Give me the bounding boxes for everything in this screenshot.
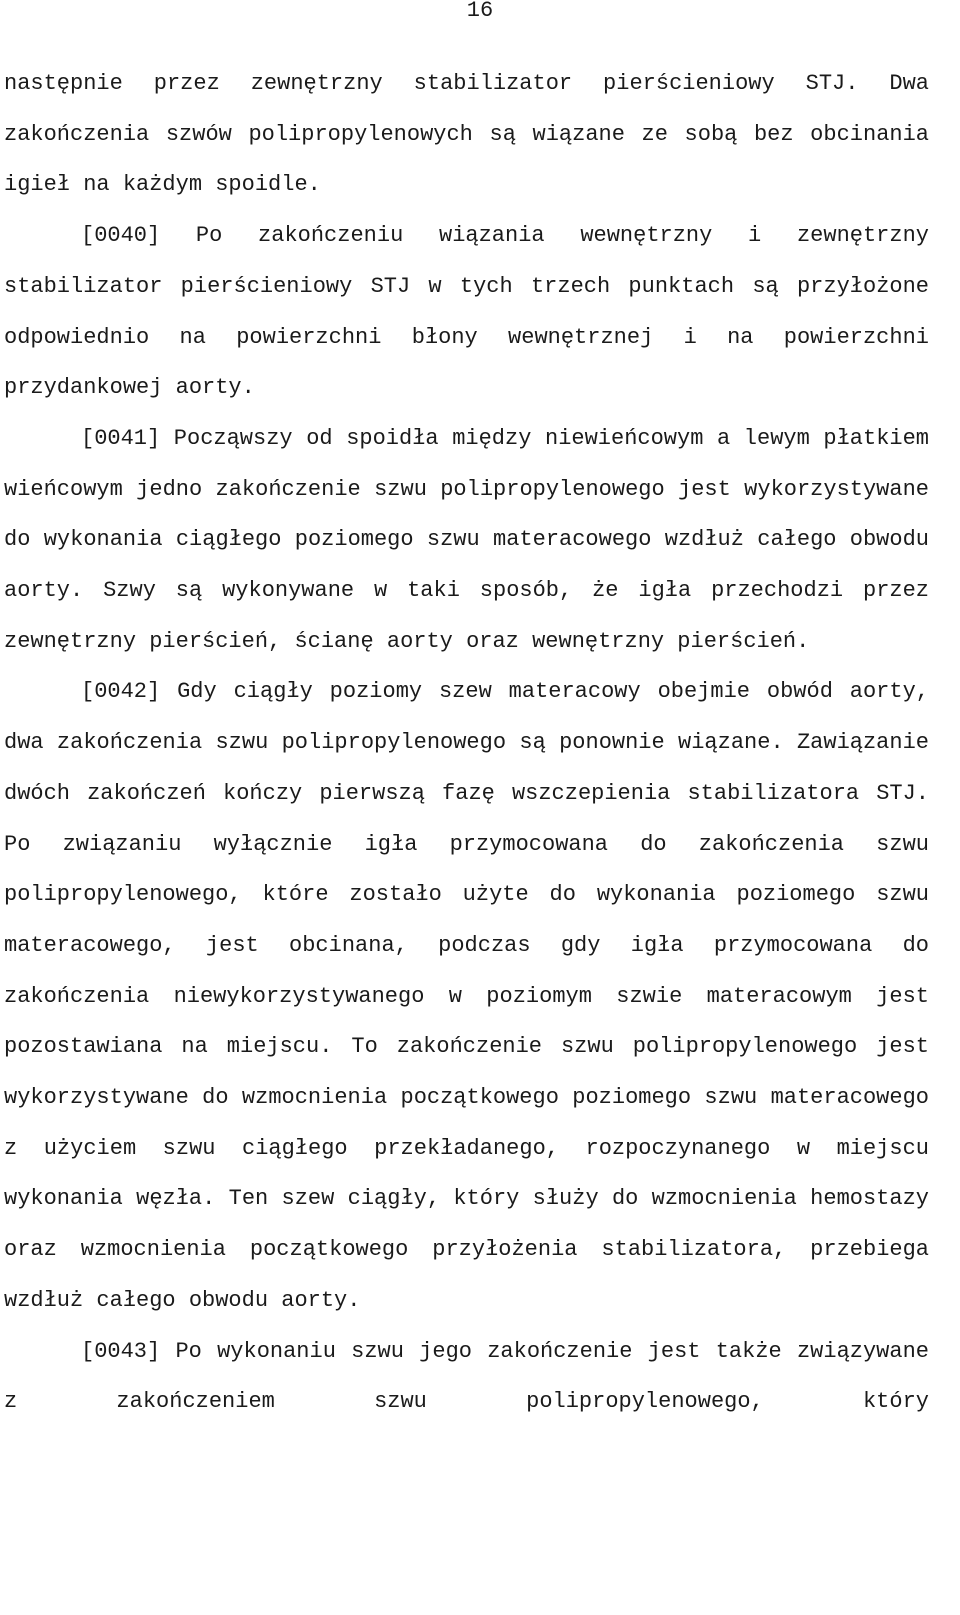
paragraph-0042: [0042] Gdy ciągły poziomy szew materacowy obejmie obwód aorty, dwa zakończenia szwu polipropylenowego są ponownie wiązane. Zawiązanie dwóch zakończeń kończy pierwszą fazę wszczepienia stabilizatora STJ. Po związaniu wyłącznie igła przymocowana do zakończenia szwu polipropylenowego, które zostało użyte do wykonania poziomego szwu materacowego, jest obcinana, podczas gdy igła przymocowana do zakończenia niewykorzystywanego w poziomym szwie materacowym jest pozostawiana na miejscu. To zakończenie szwu polipropylenowego jest wykorzystywane do wzmocnienia początkowego poziomego szwu materacowego z użyciem szwu ciągłego przekładanego, rozpoczynanego w miejscu wykonania węzła. Ten szew ciągły, który służy do wzmocnienia hemostazy oraz wzmocnienia początkowego przyłożenia stabilizatora, przebiega wzdłuż całego obwodu aorty. — [4, 679, 929, 1313]
paragraph-0041: [0041] Począwszy od spoidła między niewieńcowym a lewym płatkiem wieńcowym jedno zakończenie szwu polipropylenowego jest wykorzystywane do wykonania ciągłego poziomego szwu materacowego wzdłuż całego obwodu aorty. Szwy są wykonywane w taki sposób, że igła przechodzi przez zewnętrzny pierścień, ścianę aorty oraz wewnętrzny pierścień. — [4, 425, 929, 654]
paragraph-0043: [0043] Po wykonaniu szwu jego zakończenie jest także związywane z zakończeniem szwu polipropylenowego, który — [4, 1338, 929, 1415]
paragraph-continuation: następnie przez zewnętrzny stabilizator pierścieniowy STJ. Dwa zakończenia szwów polipropylenowych są wiązane ze sobą bez obcinania igieł na każdym spoidle. — [4, 71, 929, 198]
page-number: 16 — [466, 0, 494, 23]
paragraph-0040: [0040] Po zakończeniu wiązania wewnętrzny i zewnętrzny stabilizator pierścieniowy STJ w tych trzech punktach są przyłożone odpowiednio na powierzchni błony wewnętrznej i na powierzchni przydankowej aorty. — [4, 223, 929, 401]
document-body — [4, 59, 929, 1428]
